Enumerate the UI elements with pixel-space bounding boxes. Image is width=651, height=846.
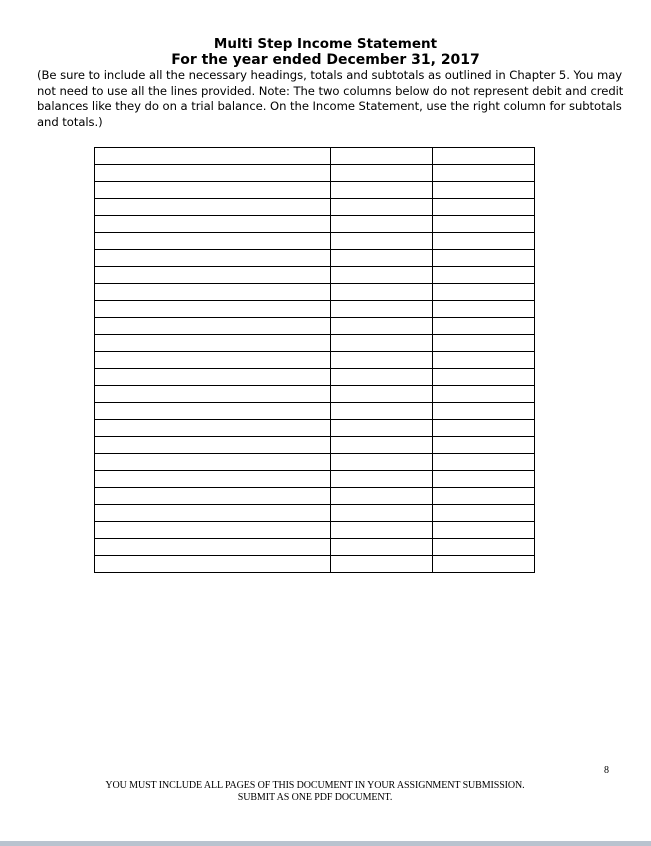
total-cell[interactable] [432, 335, 534, 352]
table-row [95, 199, 535, 216]
income-statement-body [95, 148, 535, 573]
footer-pdf-note: SUBMIT AS ONE PDF DOCUMENT. [237, 792, 393, 803]
total-cell[interactable] [432, 522, 534, 539]
description-cell[interactable] [95, 420, 331, 437]
table-row [95, 488, 535, 505]
table-row [95, 250, 535, 267]
table-row [95, 539, 535, 556]
table-row [95, 522, 535, 539]
amount-cell[interactable] [330, 352, 432, 369]
total-cell[interactable] [432, 386, 534, 403]
amount-cell[interactable] [330, 403, 432, 420]
total-cell[interactable] [432, 505, 534, 522]
description-cell[interactable] [95, 216, 331, 233]
total-cell[interactable] [432, 267, 534, 284]
total-cell[interactable] [432, 199, 534, 216]
amount-cell[interactable] [330, 335, 432, 352]
total-cell[interactable] [432, 165, 534, 182]
table-row [95, 284, 535, 301]
table-row [95, 369, 535, 386]
description-cell[interactable] [95, 352, 331, 369]
amount-cell[interactable] [330, 369, 432, 386]
table-row [95, 352, 535, 369]
description-cell[interactable] [95, 301, 331, 318]
description-cell[interactable] [95, 505, 331, 522]
total-cell[interactable] [432, 488, 534, 505]
amount-cell[interactable] [330, 216, 432, 233]
description-cell[interactable] [95, 318, 331, 335]
description-cell[interactable] [95, 250, 331, 267]
amount-cell[interactable] [330, 318, 432, 335]
total-cell[interactable] [432, 301, 534, 318]
amount-cell[interactable] [330, 539, 432, 556]
total-cell[interactable] [432, 454, 534, 471]
total-cell[interactable] [432, 403, 534, 420]
description-cell[interactable] [95, 233, 331, 250]
description-cell[interactable] [95, 267, 331, 284]
table-row [95, 437, 535, 454]
description-cell[interactable] [95, 556, 331, 573]
table-row [95, 471, 535, 488]
description-cell[interactable] [95, 335, 331, 352]
amount-cell[interactable] [330, 386, 432, 403]
amount-cell[interactable] [330, 284, 432, 301]
description-cell[interactable] [95, 454, 331, 471]
table-row [95, 454, 535, 471]
amount-cell[interactable] [330, 148, 432, 165]
total-cell[interactable] [432, 233, 534, 250]
total-cell[interactable] [432, 556, 534, 573]
description-cell[interactable] [95, 522, 331, 539]
total-cell[interactable] [432, 148, 534, 165]
table-row [95, 505, 535, 522]
amount-cell[interactable] [330, 505, 432, 522]
total-cell[interactable] [432, 369, 534, 386]
table-row [95, 148, 535, 165]
table-row [95, 386, 535, 403]
amount-cell[interactable] [330, 471, 432, 488]
description-cell[interactable] [95, 403, 331, 420]
footer-submission-note: YOU MUST INCLUDE ALL PAGES OF THIS DOCUMENT IN YOUR ASSIGNMENT SUBMISSION. [105, 780, 525, 791]
amount-cell[interactable] [330, 556, 432, 573]
amount-cell[interactable] [330, 250, 432, 267]
table-row [95, 301, 535, 318]
table-row [95, 335, 535, 352]
amount-cell[interactable] [330, 182, 432, 199]
total-cell[interactable] [432, 284, 534, 301]
amount-cell[interactable] [330, 199, 432, 216]
total-cell[interactable] [432, 539, 534, 556]
table-row [95, 318, 535, 335]
table-row [95, 403, 535, 420]
page-title: Multi Step Income Statement [213, 36, 438, 52]
table-row [95, 556, 535, 573]
page-number: 8 [604, 765, 609, 776]
amount-cell[interactable] [330, 522, 432, 539]
instructions-text: (Be sure to include all the necessary headings, totals and subtotals as outlined in Chapter 5. You may not need to use all the lines provided. Note: The two columns below do not represent debit and credit balances like they do on a trial balance. On the Income Statement, use the right column for subtotals and totals.) [37, 68, 624, 129]
description-cell[interactable] [95, 471, 331, 488]
total-cell[interactable] [432, 471, 534, 488]
description-cell[interactable] [95, 539, 331, 556]
table-row [95, 420, 535, 437]
amount-cell[interactable] [330, 165, 432, 182]
total-cell[interactable] [432, 420, 534, 437]
amount-cell[interactable] [330, 488, 432, 505]
table-row [95, 233, 535, 250]
amount-cell[interactable] [330, 233, 432, 250]
description-cell[interactable] [95, 199, 331, 216]
total-cell[interactable] [432, 437, 534, 454]
amount-cell[interactable] [330, 454, 432, 471]
total-cell[interactable] [432, 182, 534, 199]
amount-cell[interactable] [330, 301, 432, 318]
description-cell[interactable] [95, 165, 331, 182]
total-cell[interactable] [432, 216, 534, 233]
table-row [95, 165, 535, 182]
page-subtitle: For the year ended December 31, 2017 [171, 52, 480, 68]
description-cell[interactable] [95, 284, 331, 301]
amount-cell[interactable] [330, 267, 432, 284]
window-bottom-edge [0, 841, 651, 846]
amount-cell[interactable] [330, 437, 432, 454]
description-cell[interactable] [95, 182, 331, 199]
table-row [95, 182, 535, 199]
description-cell[interactable] [95, 488, 331, 505]
description-cell[interactable] [95, 437, 331, 454]
table-row [95, 267, 535, 284]
table-row [95, 216, 535, 233]
total-cell[interactable] [432, 250, 534, 267]
amount-cell[interactable] [330, 420, 432, 437]
description-cell[interactable] [95, 386, 331, 403]
income-statement-table [94, 147, 535, 573]
description-cell[interactable] [95, 369, 331, 386]
total-cell[interactable] [432, 318, 534, 335]
total-cell[interactable] [432, 352, 534, 369]
description-cell[interactable] [95, 148, 331, 165]
